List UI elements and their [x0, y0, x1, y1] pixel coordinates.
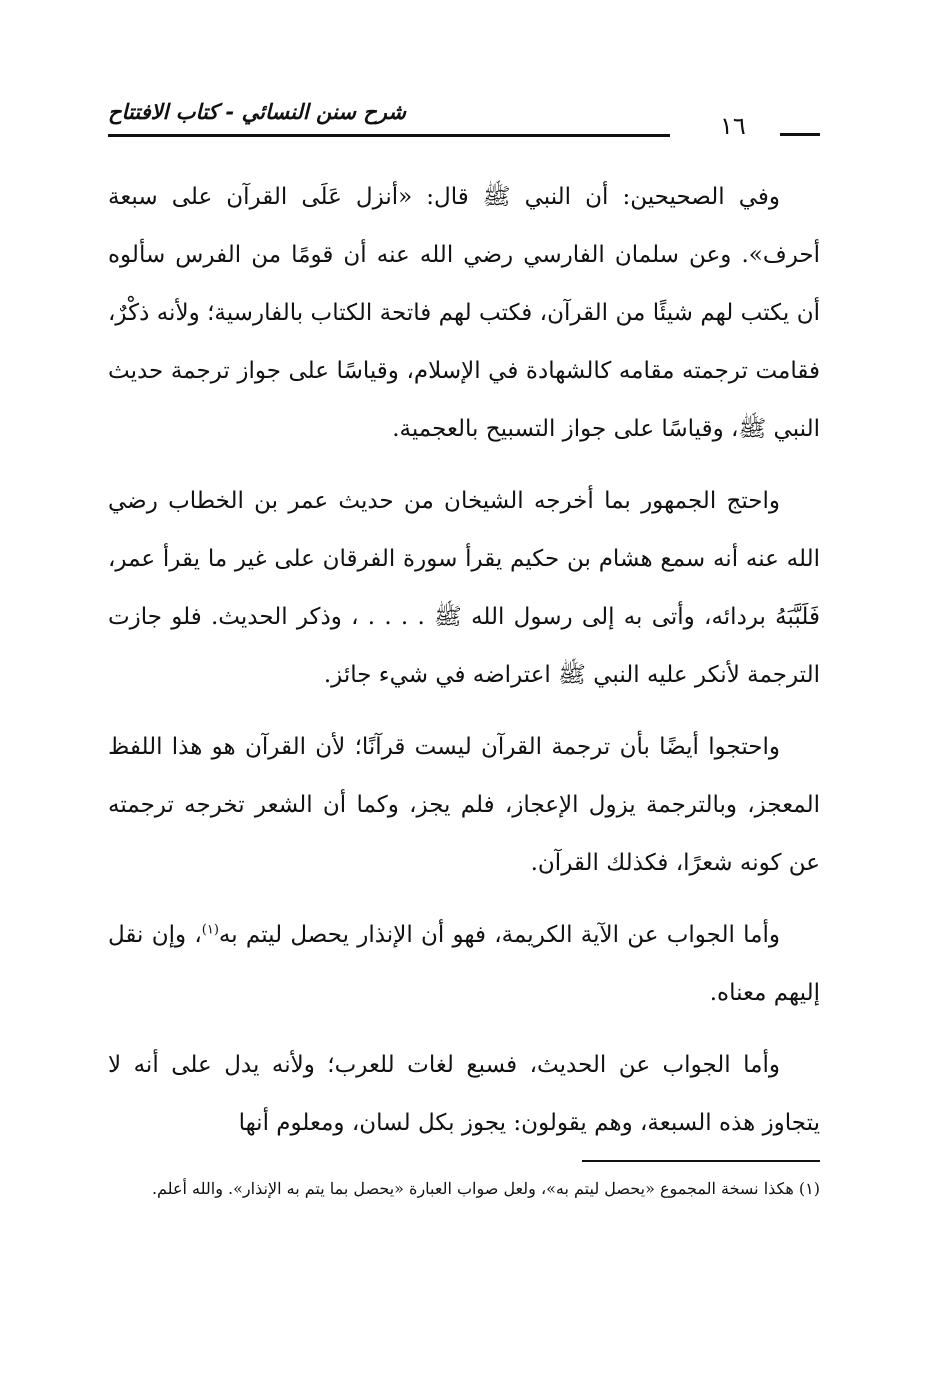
header-rule: [108, 134, 670, 137]
header-title: شرح سنن النسائي - كتاب الافتتاح: [108, 100, 406, 124]
paragraph-4: [108, 906, 820, 1022]
paragraph-4-tail: ، وإن نقل إليهم معناه.: [108, 922, 820, 1006]
footnote: (١) هكذا نسخة المجموع «يحصل ليتم به»، ولعل صواب العبارة «يحصل بما يتم به الإنذار». والله أعلم.: [151, 1179, 820, 1198]
paragraph-3: واحتجوا أيضًا بأن ترجمة القرآن ليست قرآنًا؛ لأن القرآن هو هذا اللفظ المعجز، وبالترجمة يزول الإعجاز، فلم يجز، وكما أن الشعر تخرجه ترجمته عن كونه شعرًا، فكذلك القرآن.: [108, 734, 820, 876]
paragraph-2: واحتج الجمهور بما أخرجه الشيخان من حديث عمر بن الخطاب رضي الله عنه أنه سمع هشام بن حكيم يقرأ سورة الفرقان على غير ما يقرأ عمر، فَلَبَّبَهُ بردائه، وأتى به إلى رسول الله ﷺ . . . . ، وذكر الحديث. فلو جازت الترجمة لأنكر عليه النبي ﷺ اعتراضه في شيء جائز.: [108, 488, 820, 688]
page-number: ١٦: [720, 112, 746, 140]
paragraph-5: وأما الجواب عن الحديث، فسبع لغات للعرب؛ ولأنه يدل على أنه لا يتجاوز هذه السبعة، وهم يقولون: يجوز بكل لسان، ومعلوم أنها: [108, 1052, 820, 1136]
footnote-reference[interactable]: (١): [201, 922, 219, 938]
page-number-dash: [780, 133, 820, 136]
body-text: [108, 168, 820, 1166]
paragraph-4-text: وأما الجواب عن الآية الكريمة، فهو أن الإنذار يحصل ليتم به: [218, 922, 780, 948]
paragraph-1: وفي الصحيحين: أن النبي ﷺ قال: «أنزل عَلَى القرآن على سبعة أحرف». وعن سلمان الفارسي رضي الله عنه أن قومًا من الفرس سألوه أن يكتب لهم شيئًا من القرآن، فكتب لهم فاتحة الكتاب بالفارسية؛ ولأنه ذكْرٌ، فقامت ترجمته مقامه كالشهادة في الإسلام، وقياسًا على جواز ترجمة حديث النبي ﷺ، وقياسًا على جواز التسبيح بالعجمية.: [108, 184, 820, 442]
running-header: [108, 96, 820, 154]
footnote-rule: [582, 1160, 820, 1162]
